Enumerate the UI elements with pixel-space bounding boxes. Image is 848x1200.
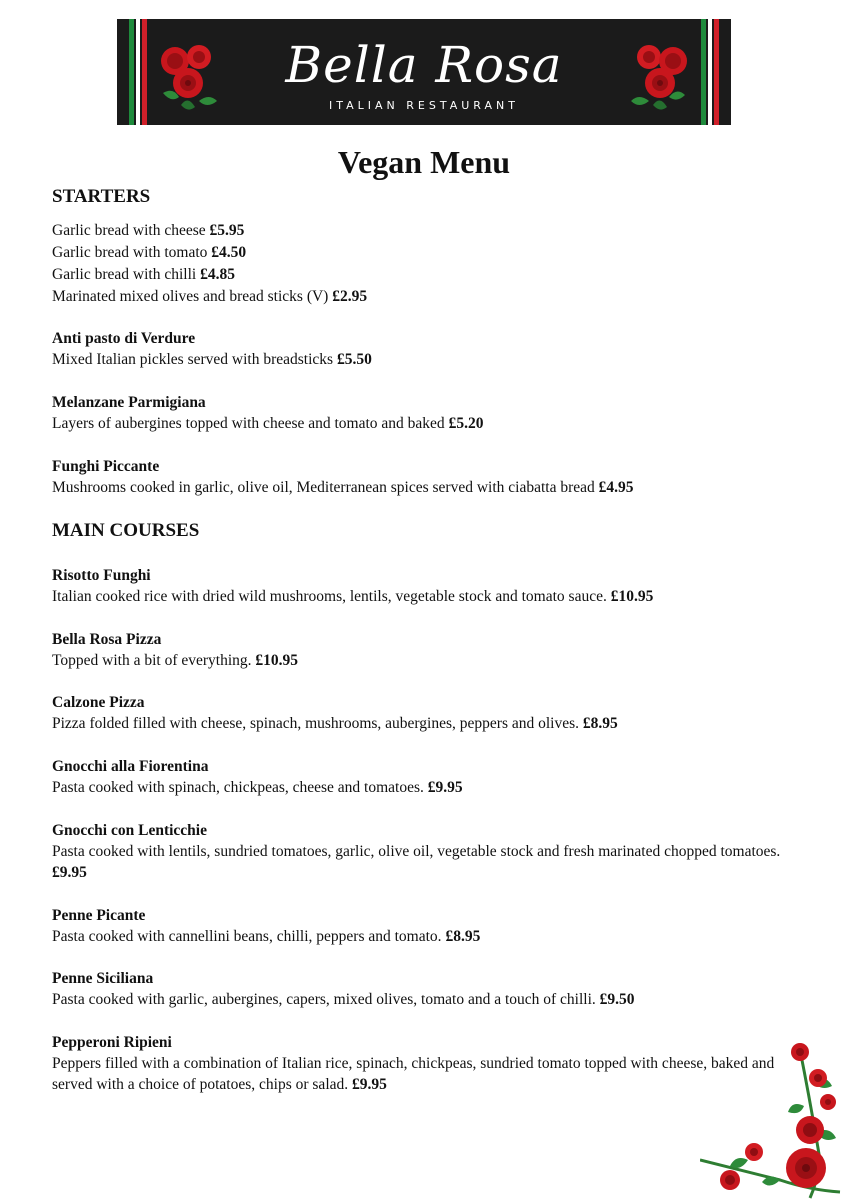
item-name: Anti pasto di Verdure	[52, 330, 196, 347]
item-price: £4.50	[211, 244, 247, 261]
item-name: Penne Siciliana	[52, 970, 154, 987]
item-price: £9.95	[427, 779, 463, 796]
item-name: Gnocchi con Lenticchie	[52, 822, 207, 839]
item-description: Pasta cooked with cannellini beans, chilli, peppers and tomato. £8.95	[52, 928, 481, 945]
item-price: £8.95	[445, 928, 481, 945]
item-name: Bella Rosa Pizza	[52, 631, 162, 648]
item-price: £4.85	[200, 266, 235, 283]
item-price: £4.95	[598, 479, 634, 496]
item-name: Melanzane Parmigiana	[52, 394, 206, 411]
item-price: £9.95	[52, 864, 87, 881]
item-name: Funghi Piccante	[52, 458, 160, 475]
item-description: Mixed Italian pickles served with breadsticks £5.50	[52, 351, 372, 368]
item-description: Mushrooms cooked in garlic, olive oil, Mediterranean spices served with ciabatta bread £4.95	[52, 479, 634, 496]
item-name: Calzone Pizza	[52, 694, 145, 711]
item-name: Penne Picante	[52, 907, 146, 924]
item-description: Topped with a bit of everything. £10.95	[52, 652, 299, 669]
item-price: £10.95	[255, 652, 299, 669]
section-heading-starters: STARTERS	[52, 186, 151, 207]
list-item: Garlic bread with chilli £4.85	[52, 266, 235, 283]
item-price: £5.95	[209, 222, 245, 239]
rose-icon	[700, 1040, 848, 1200]
item-name: Risotto Funghi	[52, 567, 151, 584]
list-item: Garlic bread with tomato £4.50	[52, 244, 247, 261]
item-price: £2.95	[332, 288, 368, 305]
item-price: £5.50	[336, 351, 372, 368]
section-heading-main-courses: MAIN COURSES	[52, 520, 200, 541]
item-price: £5.20	[448, 415, 484, 432]
list-item: Garlic bread with cheese £5.95	[52, 222, 245, 239]
restaurant-banner	[117, 19, 731, 125]
item-name: Gnocchi alla Fiorentina	[52, 758, 209, 775]
item-price: £9.50	[599, 991, 635, 1008]
item-description: Italian cooked rice with dried wild mushrooms, lentils, vegetable stock and tomato sauce. £10.95	[52, 588, 654, 605]
page-title: Vegan Menu	[337, 144, 511, 180]
item-description: Pasta cooked with garlic, aubergines, capers, mixed olives, tomato and a touch of chilli. £9.50	[52, 991, 635, 1008]
item-description: Peppers filled with a combination of Italian rice, spinach, chickpeas, sundried tomato topped with cheese, baked and served with a choice of potatoes, chips or salad. £9.95	[52, 1055, 775, 1093]
item-price: £10.95	[610, 588, 654, 605]
restaurant-name: Bella Rosa	[285, 36, 563, 94]
list-item: Marinated mixed olives and bread sticks (V) £2.95	[52, 288, 368, 305]
item-price: £8.95	[582, 715, 618, 732]
item-description: Pasta cooked with lentils, sundried tomatoes, garlic, olive oil, vegetable stock and fresh marinated chopped tomatoes. £9.95	[52, 843, 781, 881]
item-name: Pepperoni Ripieni	[52, 1034, 172, 1051]
item-description: Pizza folded filled with cheese, spinach, mushrooms, aubergines, peppers and olives. £8.95	[52, 715, 618, 732]
item-description: Layers of aubergines topped with cheese and tomato and baked £5.20	[52, 415, 484, 432]
item-description: Pasta cooked with spinach, chickpeas, cheese and tomatoes. £9.95	[52, 779, 463, 796]
restaurant-tagline: ITALIAN RESTAURANT	[329, 99, 519, 112]
item-price: £9.95	[352, 1076, 387, 1093]
